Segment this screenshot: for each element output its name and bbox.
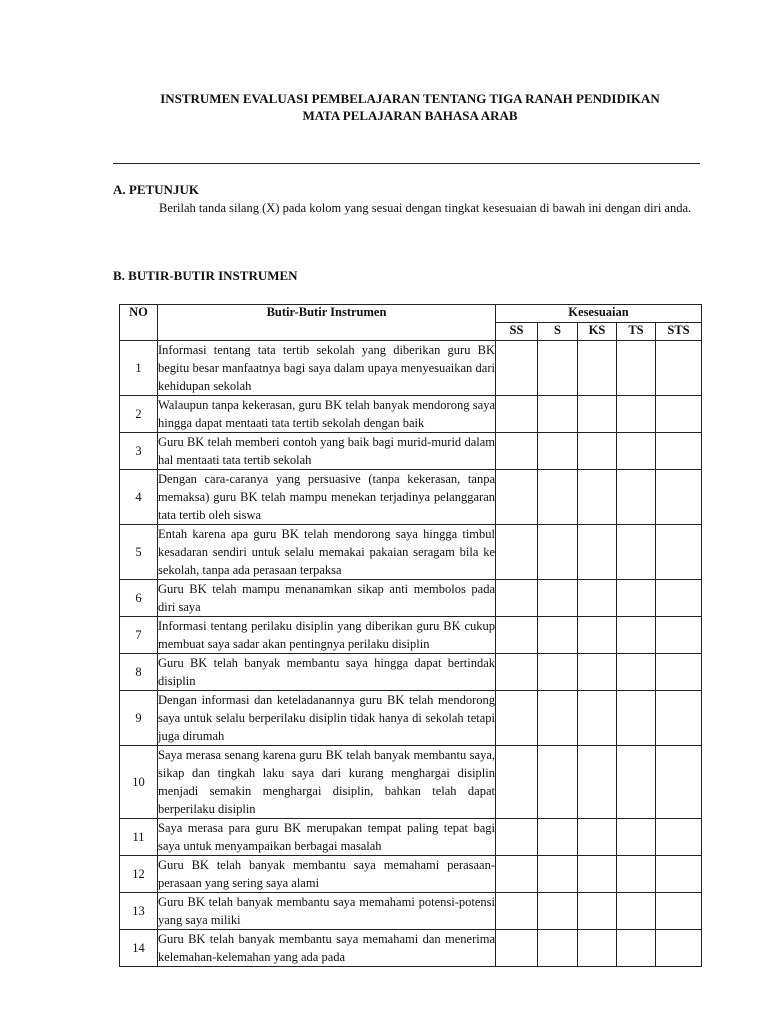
row-statement: Informasi tentang tata tertib sekolah yang diberikan guru BK begitu besar manfaatnya bagi saya dalam upaya menyesuaikan dari kehidupan sekolah	[158, 341, 496, 396]
row-statement: Guru BK telah banyak membantu saya hingga dapat bertindak disiplin	[158, 654, 496, 691]
answer-cell-s[interactable]	[538, 930, 578, 967]
answer-cell-ss[interactable]	[496, 746, 538, 819]
answer-cell-ks[interactable]	[578, 746, 617, 819]
answer-cell-ts[interactable]	[617, 617, 656, 654]
row-statement: Saya merasa para guru BK merupakan tempat paling tepat bagi saya untuk menyampaikan berbagai masalah	[158, 819, 496, 856]
table-row	[120, 746, 702, 819]
scale-ts-header: TS	[617, 323, 656, 341]
instrument-table	[119, 304, 702, 967]
answer-cell-ts[interactable]	[617, 470, 656, 525]
answer-cell-ts[interactable]	[617, 746, 656, 819]
answer-cell-ts[interactable]	[617, 580, 656, 617]
table-row	[120, 341, 702, 396]
answer-cell-ts[interactable]	[617, 819, 656, 856]
row-number: 10	[120, 746, 158, 819]
answer-cell-ss[interactable]	[496, 856, 538, 893]
answer-cell-sts[interactable]	[656, 746, 702, 819]
answer-cell-ks[interactable]	[578, 930, 617, 967]
row-statement: Saya merasa senang karena guru BK telah banyak membantu saya, sikap dan tingkah laku saya dari kurang menghargai disiplin menjadi semakin menghargai disiplin, bahkan telah dapat berperilaku disiplin	[158, 746, 496, 819]
answer-cell-ts[interactable]	[617, 396, 656, 433]
answer-cell-ss[interactable]	[496, 930, 538, 967]
table-row	[120, 930, 702, 967]
document-title	[100, 90, 720, 124]
row-statement: Walaupun tanpa kekerasan, guru BK telah banyak mendorong saya hingga dapat mentaati tata tertib sekolah dengan baik	[158, 396, 496, 433]
section-a-heading: A. PETUNJUK	[113, 182, 199, 197]
answer-cell-s[interactable]	[538, 617, 578, 654]
answer-cell-s[interactable]	[538, 819, 578, 856]
answer-cell-ks[interactable]	[578, 470, 617, 525]
row-number: 3	[120, 433, 158, 470]
table-row	[120, 525, 702, 580]
scale-sts-header: STS	[656, 323, 702, 341]
table-row	[120, 580, 702, 617]
table-row	[120, 617, 702, 654]
answer-cell-ks[interactable]	[578, 433, 617, 470]
answer-cell-ts[interactable]	[617, 930, 656, 967]
answer-cell-sts[interactable]	[656, 433, 702, 470]
answer-cell-ts[interactable]	[617, 525, 656, 580]
answer-cell-sts[interactable]	[656, 893, 702, 930]
scale-s-header: S	[538, 323, 578, 341]
row-statement: Guru BK telah banyak membantu saya memahami dan menerima kelemahan-kelemahan yang ada pada	[158, 930, 496, 967]
answer-cell-s[interactable]	[538, 470, 578, 525]
answer-cell-ss[interactable]	[496, 525, 538, 580]
table-row	[120, 893, 702, 930]
answer-cell-sts[interactable]	[656, 691, 702, 746]
table-row	[120, 654, 702, 691]
answer-cell-s[interactable]	[538, 580, 578, 617]
answer-cell-ss[interactable]	[496, 654, 538, 691]
answer-cell-ks[interactable]	[578, 691, 617, 746]
table-row	[120, 470, 702, 525]
answer-cell-s[interactable]	[538, 856, 578, 893]
row-number: 5	[120, 525, 158, 580]
row-number: 13	[120, 893, 158, 930]
answer-cell-ss[interactable]	[496, 396, 538, 433]
answer-cell-ts[interactable]	[617, 691, 656, 746]
row-number: 12	[120, 856, 158, 893]
answer-cell-sts[interactable]	[656, 617, 702, 654]
row-number: 11	[120, 819, 158, 856]
answer-cell-ks[interactable]	[578, 341, 617, 396]
instructions-text: Berilah tanda silang (X) pada kolom yang sesuai dengan tingkat kesesuaian di bawah ini dengan diri anda.	[159, 201, 692, 215]
answer-cell-s[interactable]	[538, 746, 578, 819]
title-divider	[113, 163, 700, 164]
answer-cell-ks[interactable]	[578, 396, 617, 433]
table-row	[120, 433, 702, 470]
table-row	[120, 396, 702, 433]
col-fit-header: Kesesuaian	[496, 305, 702, 323]
row-number: 14	[120, 930, 158, 967]
row-statement: Dengan cara-caranya yang persuasive (tanpa kekerasan, tanpa memaksa) guru BK telah mampu menekan terjadinya pelanggaran tata tertib oleh siswa	[158, 470, 496, 525]
answer-cell-ks[interactable]	[578, 856, 617, 893]
answer-cell-ts[interactable]	[617, 893, 656, 930]
answer-cell-s[interactable]	[538, 396, 578, 433]
col-items-header: Butir-Butir Instrumen	[158, 305, 496, 341]
answer-cell-sts[interactable]	[656, 580, 702, 617]
answer-cell-ts[interactable]	[617, 433, 656, 470]
row-statement: Guru BK telah mampu menanamkan sikap anti membolos pada diri saya	[158, 580, 496, 617]
row-statement: Guru BK telah banyak membantu saya memahami perasaan-perasaan yang sering saya alami	[158, 856, 496, 893]
answer-cell-ts[interactable]	[617, 341, 656, 396]
col-no-header: NO	[120, 305, 158, 341]
answer-cell-sts[interactable]	[656, 341, 702, 396]
answer-cell-sts[interactable]	[656, 819, 702, 856]
answer-cell-ks[interactable]	[578, 893, 617, 930]
answer-cell-sts[interactable]	[656, 930, 702, 967]
row-number: 4	[120, 470, 158, 525]
answer-cell-sts[interactable]	[656, 470, 702, 525]
answer-cell-sts[interactable]	[656, 396, 702, 433]
row-statement: Guru BK telah memberi contoh yang baik bagi murid-murid dalam hal mentaati tata tertib sekolah	[158, 433, 496, 470]
answer-cell-ss[interactable]	[496, 691, 538, 746]
answer-cell-ss[interactable]	[496, 341, 538, 396]
answer-cell-s[interactable]	[538, 433, 578, 470]
row-number: 2	[120, 396, 158, 433]
answer-cell-s[interactable]	[538, 341, 578, 396]
table-row	[120, 691, 702, 746]
answer-cell-ks[interactable]	[578, 617, 617, 654]
table-row	[120, 856, 702, 893]
scale-ss-header: SS	[496, 323, 538, 341]
row-statement: Dengan informasi dan keteladanannya guru BK telah mendorong saya untuk selalu berperilaku disiplin tidak hanya di sekolah tetapi juga dirumah	[158, 691, 496, 746]
answer-cell-ss[interactable]	[496, 893, 538, 930]
answer-cell-ks[interactable]	[578, 580, 617, 617]
row-statement: Entah karena apa guru BK telah mendorong saya hingga timbul kesadaran sendiri untuk selalu memakai pakaian seragam bila ke sekolah, tanpa ada perasaan terpaksa	[158, 525, 496, 580]
answer-cell-ts[interactable]	[617, 856, 656, 893]
section-b-heading: B. BUTIR-BUTIR INSTRUMEN	[113, 268, 298, 283]
row-number: 7	[120, 617, 158, 654]
row-number: 9	[120, 691, 158, 746]
answer-cell-sts[interactable]	[656, 856, 702, 893]
scale-ks-header: KS	[578, 323, 617, 341]
row-statement: Guru BK telah banyak membantu saya memahami potensi-potensi yang saya miliki	[158, 893, 496, 930]
row-number: 6	[120, 580, 158, 617]
answer-cell-ts[interactable]	[617, 654, 656, 691]
title-line-1: INSTRUMEN EVALUASI PEMBELAJARAN TENTANG TIGA RANAH PENDIDIKAN	[160, 91, 660, 106]
answer-cell-ks[interactable]	[578, 819, 617, 856]
answer-cell-sts[interactable]	[656, 654, 702, 691]
answer-cell-ss[interactable]	[496, 470, 538, 525]
row-number: 8	[120, 654, 158, 691]
answer-cell-ss[interactable]	[496, 433, 538, 470]
table-row	[120, 819, 702, 856]
title-line-2: MATA PELAJARAN BAHASA ARAB	[302, 108, 518, 123]
answer-cell-ks[interactable]	[578, 525, 617, 580]
answer-cell-s[interactable]	[538, 893, 578, 930]
answer-cell-ks[interactable]	[578, 654, 617, 691]
answer-cell-ss[interactable]	[496, 580, 538, 617]
answer-cell-sts[interactable]	[656, 525, 702, 580]
answer-cell-ss[interactable]	[496, 617, 538, 654]
row-statement: Informasi tentang perilaku disiplin yang diberikan guru BK cukup membuat saya sadar akan pentingnya perilaku disiplin	[158, 617, 496, 654]
row-number: 1	[120, 341, 158, 396]
answer-cell-s[interactable]	[538, 525, 578, 580]
answer-cell-ss[interactable]	[496, 819, 538, 856]
answer-cell-s[interactable]	[538, 654, 578, 691]
answer-cell-s[interactable]	[538, 691, 578, 746]
